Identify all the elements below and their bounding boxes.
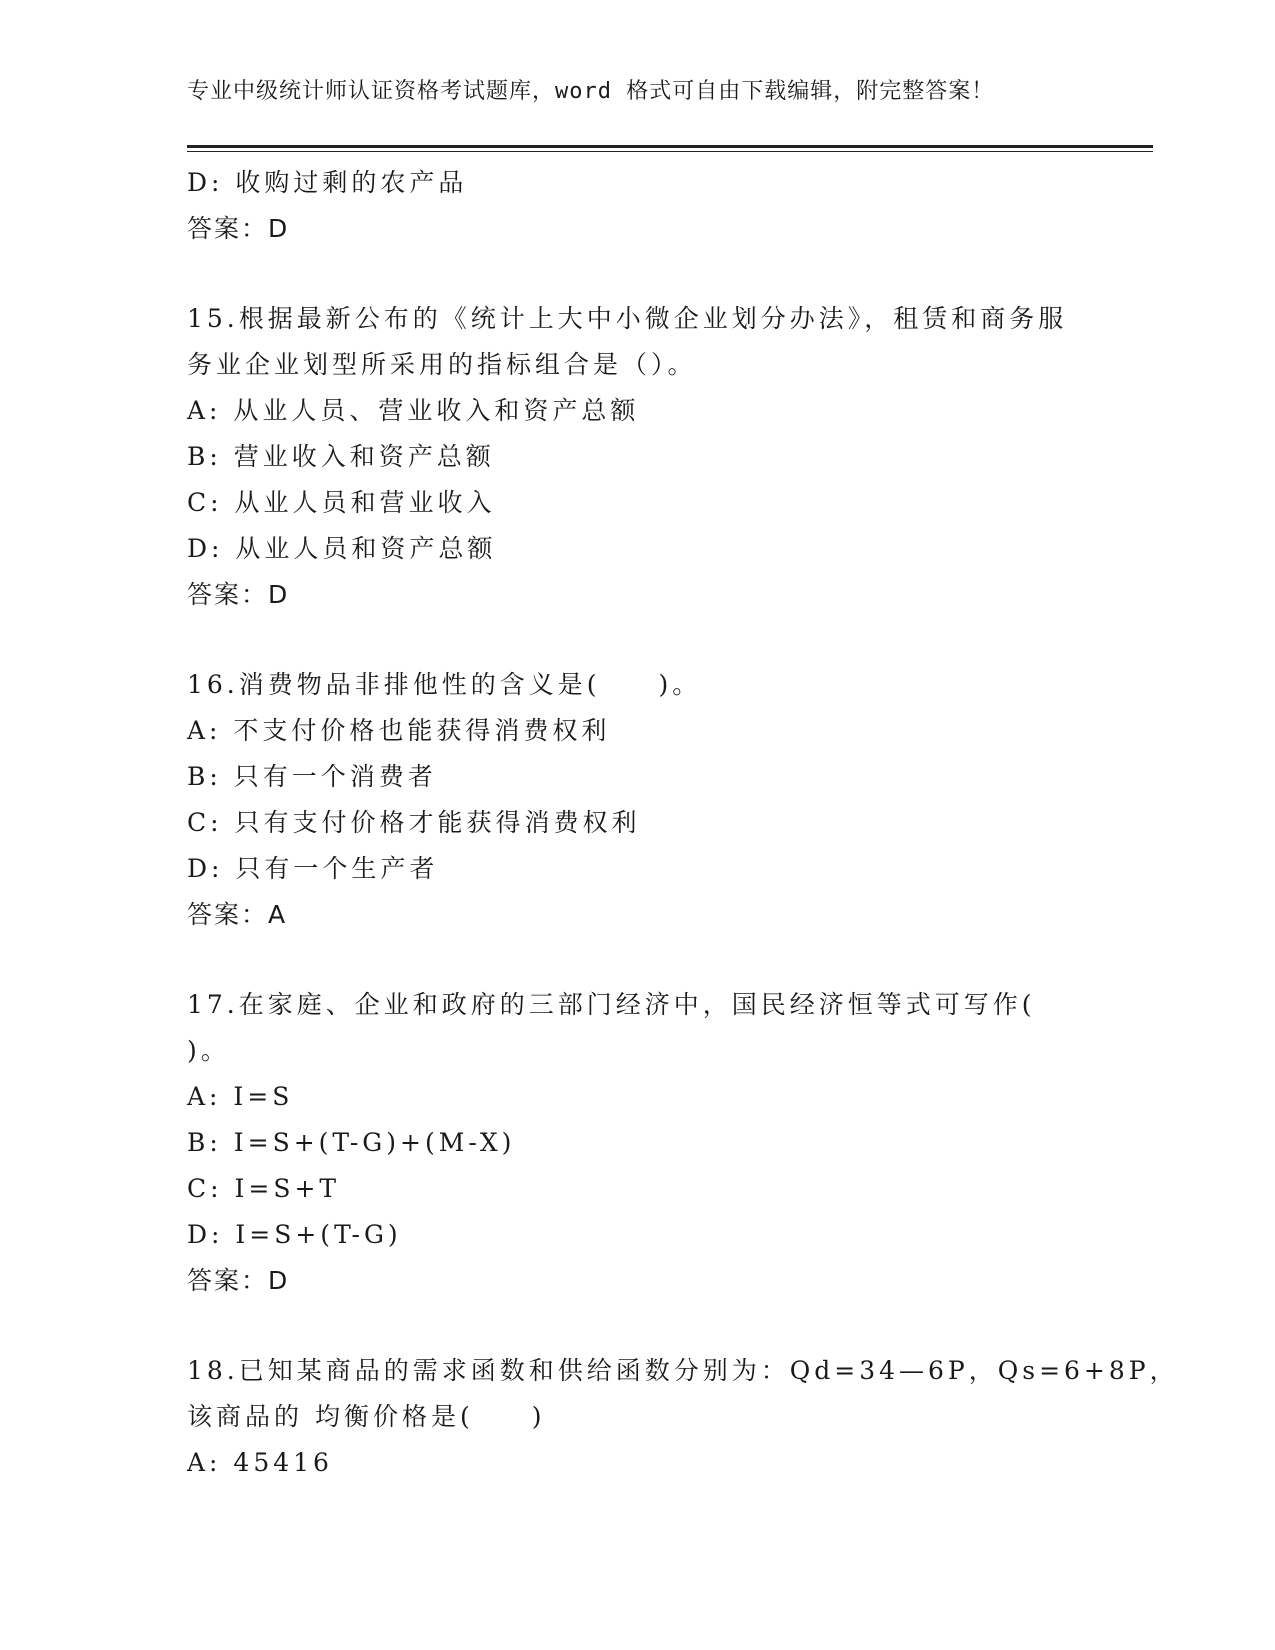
question-18 [187,1348,1179,1486]
question-stem: 18.已知某商品的需求函数和供给函数分别为：Qd=34—6P，Qs=6+8P， [187,1356,1179,1385]
document-body [187,160,1179,1486]
option-a: A: I=S [187,1082,294,1111]
option-d: D: 从业人员和资产总额 [187,534,497,563]
question-stem-continued: 该商品的 均衡价格是( ) [187,1402,546,1431]
option-a: A: 从业人员、营业收入和资产总额 [187,396,640,425]
question-stem-continued: 务业企业划型所采用的指标组合是（）。 [187,350,697,379]
option-d: D: I=S+(T-G) [187,1220,402,1249]
question-stem: 16.消费物品非排他性的含义是( )。 [187,670,702,699]
answer: 答案：D [187,580,290,609]
option-b: B: I=S+(T-G)+(M-X) [187,1128,516,1157]
question-16 [187,662,1087,938]
answer: 答案：D [187,1266,290,1295]
question-15 [187,296,1087,618]
question-17 [187,982,1087,1304]
option-d: D: 收购过剩的农产品 [187,168,468,197]
question-stem: 17.在家庭、企业和政府的三部门经济中，国民经济恒等式可写作( [187,990,1036,1019]
header-rule-thick [187,145,1153,148]
option-c: C: I=S+T [187,1174,341,1203]
question-stem-continued: )。 [187,1036,230,1065]
header-rule-thin [187,151,1153,152]
option-d: D: 只有一个生产者 [187,854,439,883]
option-a: A: 45416 [187,1448,333,1477]
answer: 答案：A [187,900,288,929]
question-stem: 15.根据最新公布的《统计上大中小微企业划分办法》，租赁和商务服 [187,304,1068,333]
question-14-tail [187,160,1087,252]
option-b: B: 只有一个消费者 [187,762,437,791]
document-header: 专业中级统计师认证资格考试题库，word 格式可自由下载编辑，附完整答案！ [187,79,995,104]
answer: 答案：D [187,214,290,243]
option-c: C: 只有支付价格才能获得消费权利 [187,808,641,837]
option-b: B: 营业收入和资产总额 [187,442,495,471]
option-c: C: 从业人员和营业收入 [187,488,496,517]
option-a: A: 不支付价格也能获得消费权利 [187,716,611,745]
